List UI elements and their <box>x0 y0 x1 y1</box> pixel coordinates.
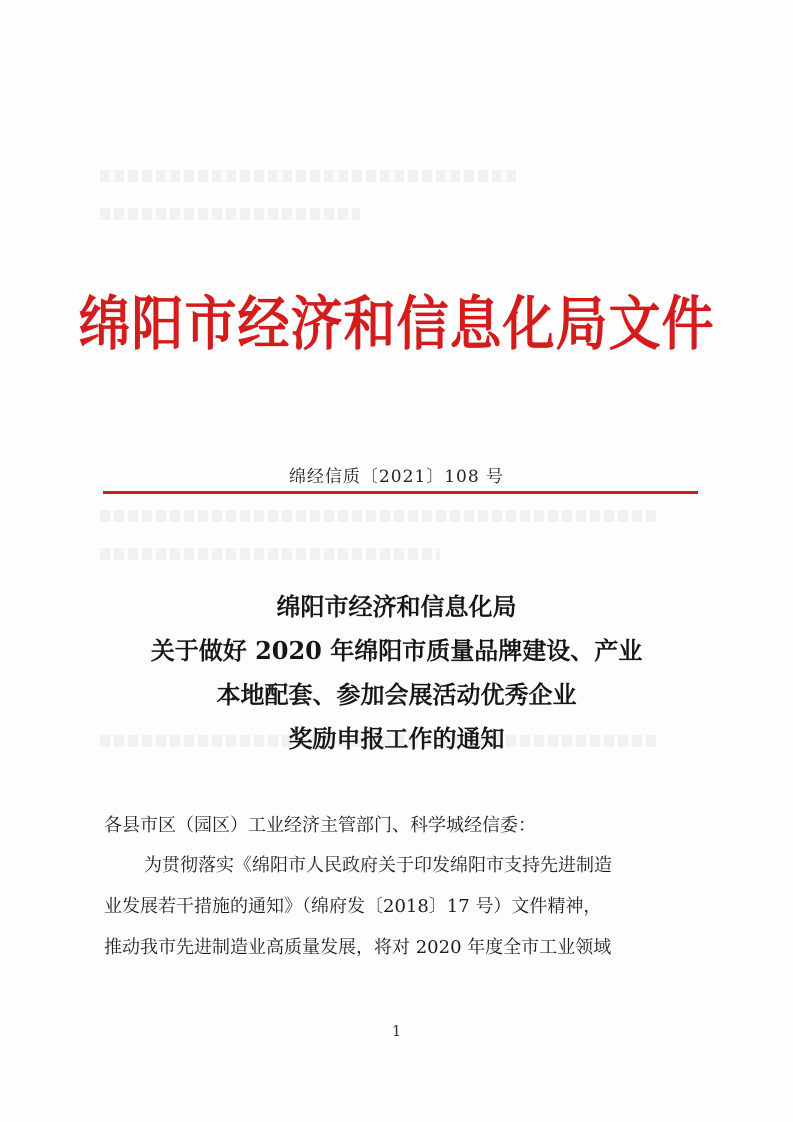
title-line: 奖励申报工作的通知 <box>288 724 505 753</box>
salutation: 各县市区（园区）工业经济主管部门、科学城经信委： <box>104 815 536 836</box>
body-line: 业发展若干措施的通知》（绵府发〔2018〕17 号）文件精神， <box>104 896 602 917</box>
title-line: 关于做好 2020 年绵阳市质量品牌建设、产业 <box>150 636 643 665</box>
title-line: 本地配套、参加会展活动优秀企业 <box>216 680 577 709</box>
document-number: 绵经信质〔2021〕108 号 <box>288 467 505 487</box>
red-divider-line <box>103 491 698 494</box>
body-paragraph <box>104 845 704 968</box>
page-number: 1 <box>391 1022 402 1040</box>
body-line: 为贯彻落实《绵阳市人民政府关于印发绵阳市支持先进制造 <box>144 855 612 876</box>
notice-title <box>0 585 793 761</box>
letterhead-title: 绵阳市经济和信息化局文件 <box>78 291 715 359</box>
body-line: 推动我市先进制造业高质量发展，将对 2020 年度全市工业领域 <box>104 937 612 958</box>
show-through-texture <box>100 510 660 522</box>
show-through-texture <box>100 548 440 560</box>
show-through-texture <box>100 208 360 220</box>
show-through-texture <box>100 170 520 182</box>
title-line: 绵阳市经济和信息化局 <box>276 592 517 621</box>
